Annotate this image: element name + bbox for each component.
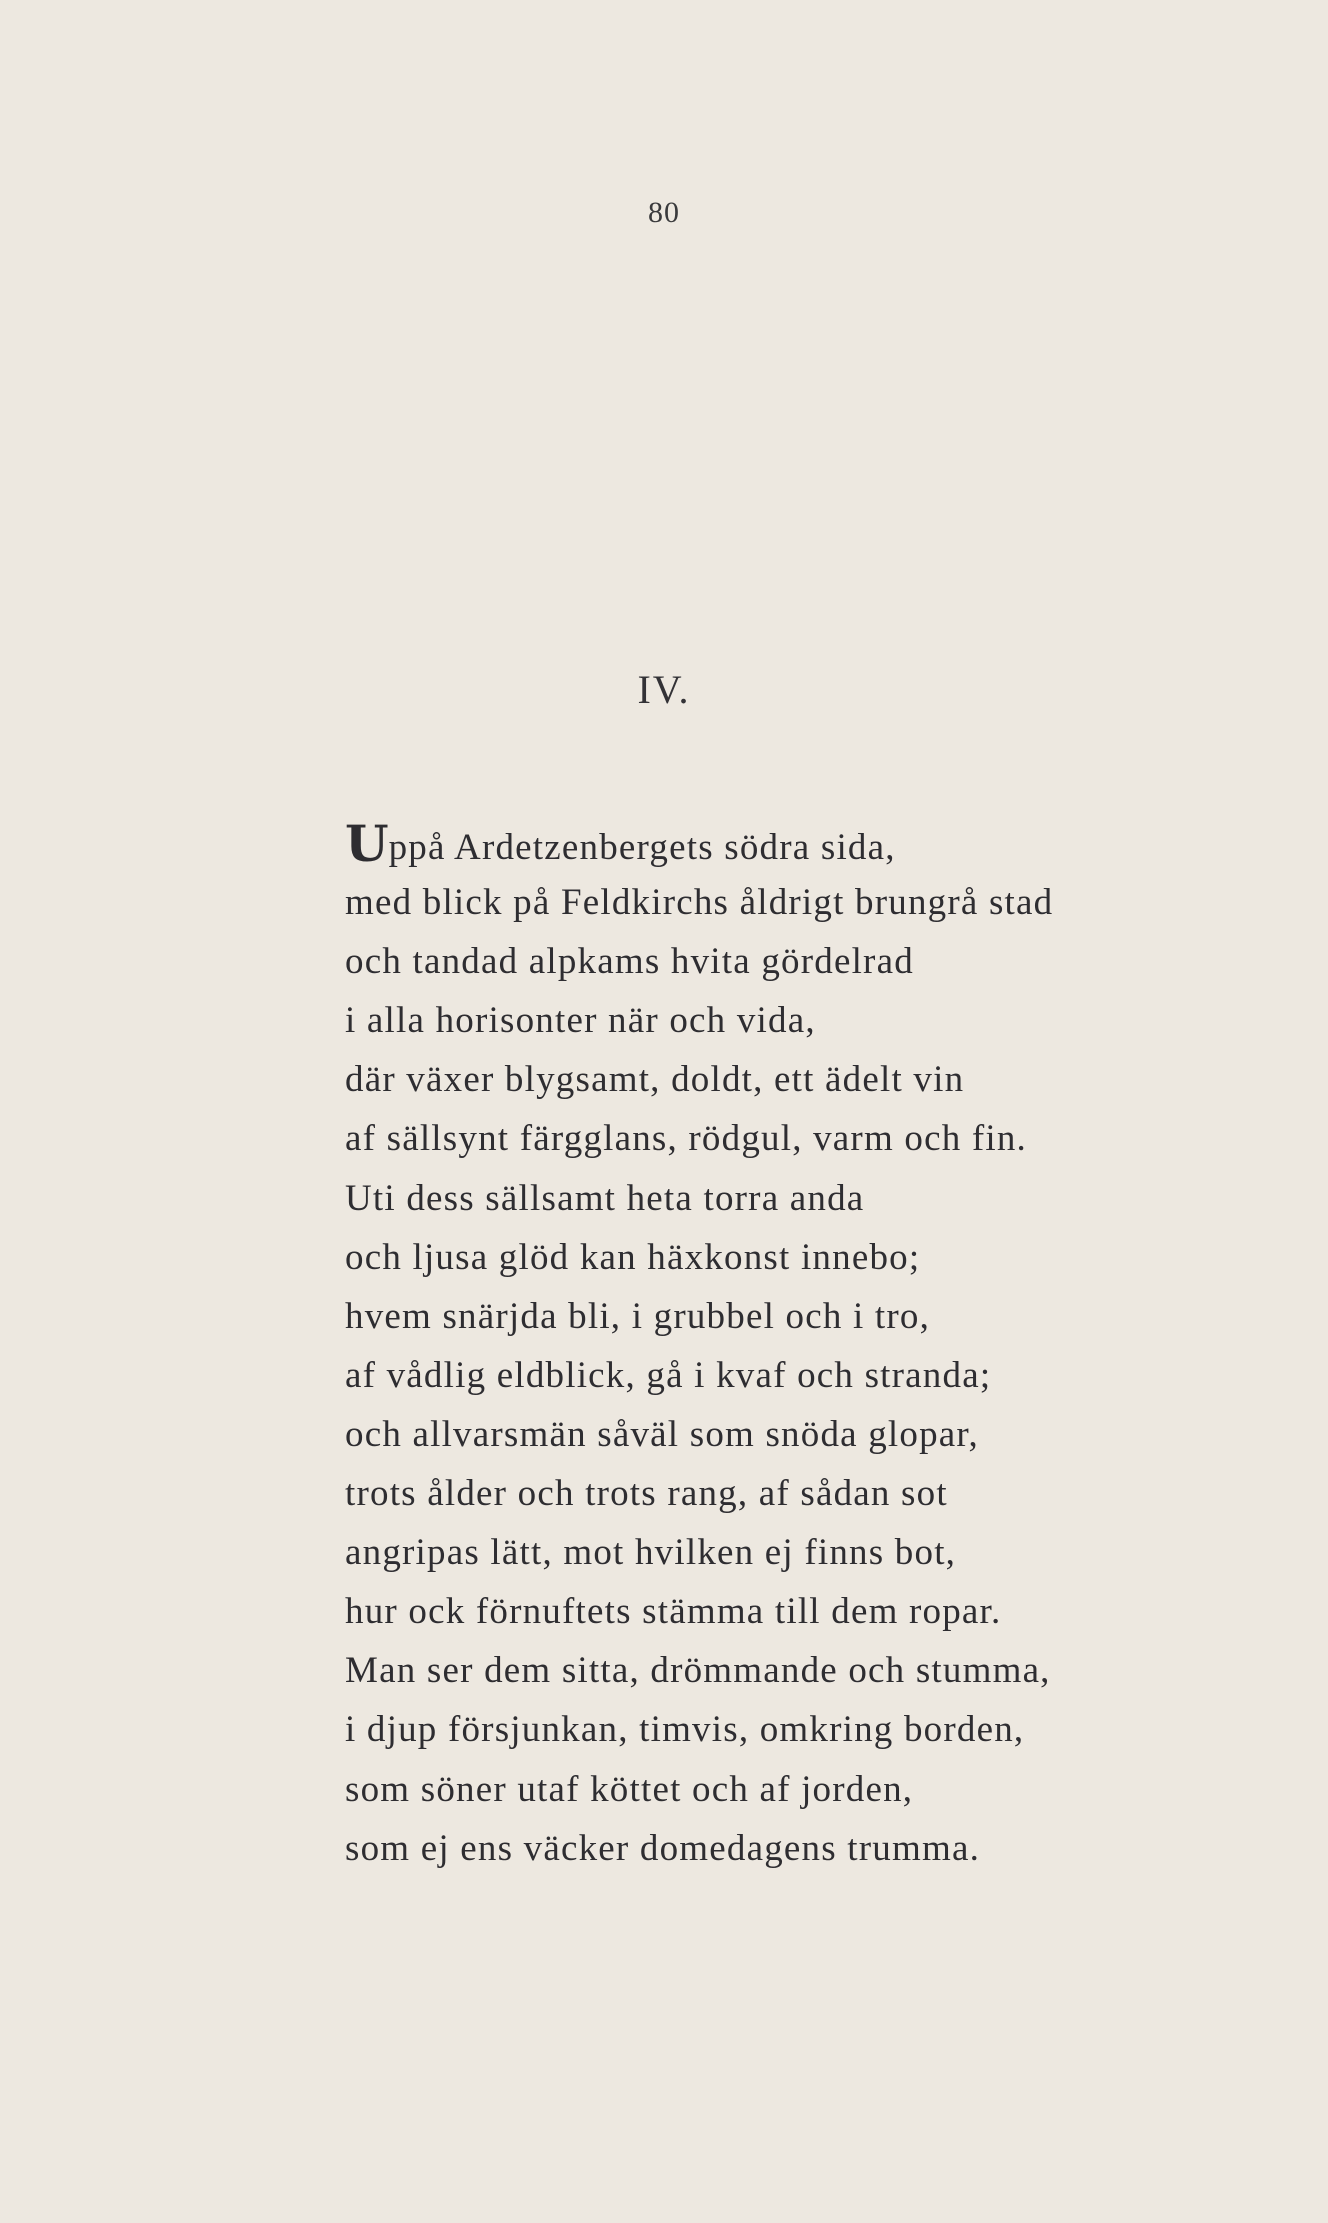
poem-line: och ljusa glöd kan häxkonst innebo; xyxy=(345,1236,921,1278)
poem-line: och tandad alpkams hvita gördelrad xyxy=(345,941,914,983)
poem-line: som ej ens väcker domedagens trumma. xyxy=(345,1827,981,1869)
drop-initial: U xyxy=(345,814,389,873)
poem-line: i djup försjunkan, timvis, omkring borden, xyxy=(345,1709,1025,1751)
poem-line: med blick på Feldkirchs åldrigt brungrå stad xyxy=(345,882,1054,924)
poem-line: och allvarsmän såväl som snöda glopar, xyxy=(345,1413,979,1455)
poem-line: hur ock förnuftets stämma till dem ropar. xyxy=(345,1591,1002,1633)
first-line-text: ppå Ardetzenbergets södra sida, xyxy=(388,827,896,868)
poem-body xyxy=(345,814,1285,1878)
poem-line: angripas lätt, mot hvilken ej finns bot, xyxy=(345,1532,957,1574)
poem-line: af sällsynt färgglans, rödgul, varm och fin. xyxy=(345,1118,1027,1160)
page-number: 80 xyxy=(648,196,680,229)
poem-line: trots ålder och trots rang, af sådan sot xyxy=(345,1473,948,1515)
poem-line: hvem snärjda bli, i grubbel och i tro, xyxy=(345,1295,931,1337)
section-heading: IV. xyxy=(637,667,691,712)
poem-line: där växer blygsamt, doldt, ett ädelt vin xyxy=(345,1059,965,1101)
poem-line: i alla horisonter när och vida, xyxy=(345,1000,816,1042)
poem-line: Man ser dem sitta, drömmande och stumma, xyxy=(345,1650,1051,1692)
poem-line: af vådlig eldblick, gå i kvaf och stranda; xyxy=(345,1354,992,1396)
poem-line xyxy=(345,814,1285,873)
poem-line: Uti dess sällsamt heta torra anda xyxy=(345,1177,865,1219)
poem-line: som söner utaf köttet och af jorden, xyxy=(345,1768,914,1810)
